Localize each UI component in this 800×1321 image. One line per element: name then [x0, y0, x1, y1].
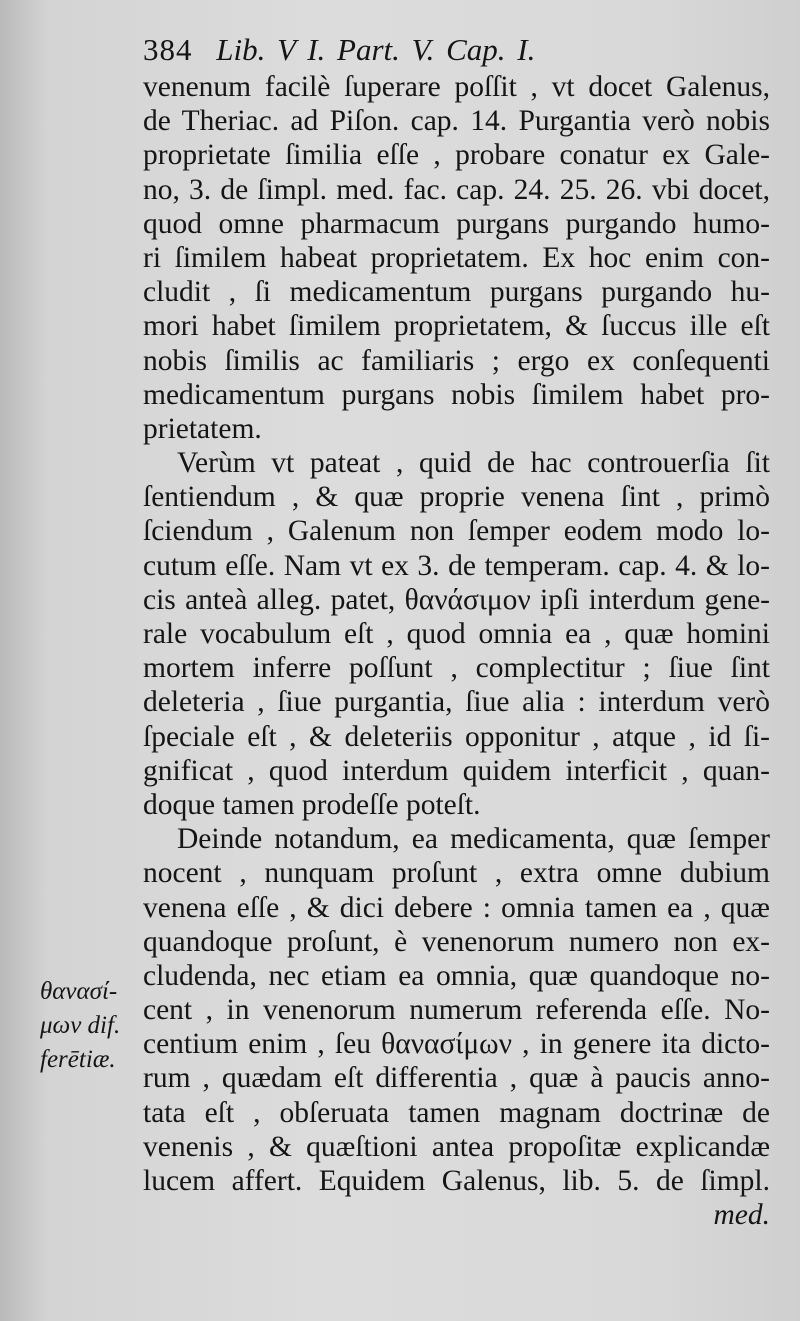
text-line: nocent , nunquam proſunt , extra omne dubium: [143, 857, 770, 890]
text-line: venena eſſe , & dici debere : omnia tamen ea , quæ: [143, 891, 770, 924]
text-line: tata eſt , obſeruata tamen magnam doctrinæ de: [143, 1096, 770, 1129]
catchword: med.: [713, 1199, 770, 1232]
page-number: 384: [143, 32, 193, 67]
text-line: quod omne pharmacum purgans purgando humo-: [143, 207, 770, 240]
text-line: nobis ſimilis ac familiaris ; ergo ex conſequenti: [143, 344, 770, 377]
body-text: [143, 70, 770, 1232]
marginal-note-line: θανασί-: [40, 978, 118, 1005]
text-line: lucem affert. Equidem Galenus, lib. 5. de ſimpl.: [143, 1165, 770, 1197]
text-line: quandoque proſunt, è venenorum numero non ex-: [143, 925, 770, 958]
text-line: no, 3. de ſimpl. med. fac. cap. 24. 25. 26. vbi docet,: [143, 173, 770, 206]
marginal-note-line: μων dif.: [40, 1012, 121, 1040]
text-line: mori habet ſimilem proprietatem, & ſuccus ille eſt: [143, 310, 770, 343]
text-line: cutum eſſe. Nam vt ex 3. de temperam. cap. 4. & lo-: [143, 549, 770, 582]
text-line: centium enim , ſeu θανασίμων , in genere ita dicto-: [143, 1028, 770, 1061]
text-line: ri ſimilem habeat proprietatem. Ex hoc enim con-: [143, 241, 770, 274]
text-line: cis anteà alleg. patet, θανάσιμον ipſi interdum gene-: [143, 583, 770, 616]
text-line: deleteria , ſiue purgantia, ſiue alia : interdum verò: [143, 686, 770, 719]
text-line: cludenda, nec etiam ea omnia, quæ quandoque no-: [143, 959, 770, 992]
marginal-note-line: ferētiæ.: [40, 1046, 116, 1074]
paragraph-start: Verùm vt pateat , quid de hac controuerſia ſit: [177, 447, 770, 480]
marginal-note: [40, 975, 145, 1078]
text-line: cent , in venenorum numerum referenda eſſe. No-: [143, 994, 770, 1027]
text-line: prietatem.: [143, 412, 262, 445]
paragraph-start: Deinde notandum, ea medicamenta, quæ ſemper: [177, 823, 770, 856]
text-line: de Theriac. ad Piſon. cap. 14. Purgantia verò nobis: [143, 105, 770, 138]
running-title: Lib. V I. Part. V. Cap. I.: [216, 32, 536, 67]
text-line: mortem inferre poſſunt , complectitur ; ſiue ſint: [143, 652, 770, 685]
text-line: gnificat , quod interdum quidem interficit , quan-: [143, 754, 770, 787]
text-line: rum , quædam eſt differentia , quæ à paucis anno-: [143, 1062, 770, 1095]
text-line: proprietate ſimilia eſſe , probare conatur ex Gale-: [143, 139, 770, 172]
text-line: medicamentum purgans nobis ſimilem habet pro-: [143, 378, 770, 411]
text-line: venenum facilè ſuperare poſſit , vt docet Galenus,: [143, 71, 770, 103]
text-line: ſpeciale eſt , & deleteriis opponitur , atque , id ſi-: [143, 720, 770, 753]
text-line: doque tamen prodeſſe poteſt.: [143, 788, 481, 821]
running-header: [143, 30, 763, 70]
text-line: ſciendum , Galenum non ſemper eodem modo lo-: [143, 515, 770, 548]
text-line: cludit , ſi medicamentum purgans purgando hu-: [143, 276, 770, 309]
text-line: ſentiendum , & quæ proprie venena ſint , primò: [143, 481, 770, 514]
text-line: rale vocabulum eſt , quod omnia ea , quæ homini: [143, 618, 770, 650]
text-line: venenis , & quæſtioni antea propoſitæ explicandæ: [143, 1130, 770, 1163]
